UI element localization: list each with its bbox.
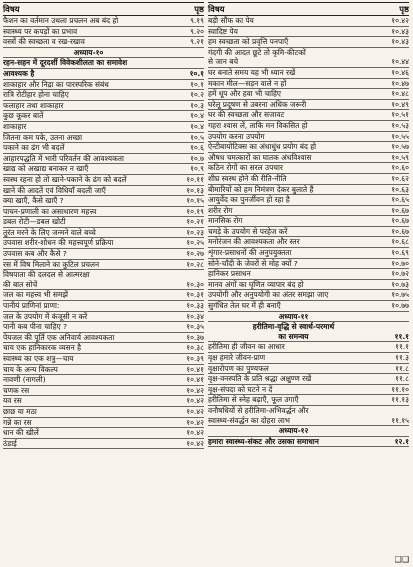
entry-title: घरेलू प्रदूषण से उबरना अधिक जरूरी: [208, 99, 307, 109]
entry-title: शरीर रोग: [208, 205, 233, 215]
toc-entry: [3, 122, 204, 133]
entry-page: १०.४२: [186, 417, 204, 427]
entry-title: पेयजल की पूर्ति एक अनिवार्य आवश्यकता: [3, 332, 115, 342]
entry-title: स्वादिष्ट पेय: [208, 26, 238, 36]
entry-page: १०.७०: [391, 258, 409, 268]
entry-page: १०.१: [189, 68, 204, 78]
entry-page: ११.१३: [391, 395, 409, 405]
entry-title: शाकाहार: [3, 121, 27, 131]
entry-title: चमड़े के उपयोग से परहेज करें: [208, 226, 288, 236]
toc-entry: [3, 111, 204, 122]
entry-page: १०.६९: [391, 248, 409, 258]
toc-entry: [208, 416, 409, 427]
toc-entry: [3, 290, 204, 301]
header-topic: विषय: [3, 4, 20, 14]
toc-entry: [3, 37, 204, 48]
entry-title: कठिन रोगों का सरल उपचार: [208, 163, 283, 173]
toc-entry: [3, 407, 204, 418]
entry-title: गहरा श्वास लें, ताकि मन विकसित हो: [208, 120, 308, 130]
entry-title: तुरंत मरने के लिए जन्मने वाले बच्चे: [3, 227, 96, 237]
toc-entry: [3, 143, 204, 154]
entry-page: १०.३३: [186, 301, 204, 311]
toc-entry: [208, 301, 409, 312]
entry-title: वृक्ष-वनस्पति के प्रति श्रद्धा अक्षुण्ण रखें: [208, 374, 312, 384]
toc-entry: [208, 259, 409, 270]
toc-entry: [208, 48, 409, 58]
toc-entry: [208, 406, 409, 416]
entry-title: की बात सोचें: [3, 279, 38, 289]
toc-entry: [208, 16, 409, 27]
entry-page: १०.६०: [391, 163, 409, 173]
chapter-heading: [3, 48, 204, 59]
toc-entry: [3, 69, 204, 80]
entry-page: १०.२१: [186, 217, 204, 227]
header-page: पृष्ठ: [194, 4, 204, 14]
entry-page: १०.६७: [391, 226, 409, 236]
entry-page: १०.६२: [391, 173, 409, 183]
toc-entry: [3, 154, 204, 165]
toc-entry: [3, 175, 204, 186]
entry-title: क्या खाएँ, कैसे खाएँ ?: [3, 196, 64, 206]
left-column: [3, 2, 204, 449]
toc-entry: [208, 142, 409, 153]
entry-page: १०.४४: [391, 57, 409, 67]
entry-title: ऐन्टीबायोटिक्स का अंधाधुंध प्रयोग बंद हो: [208, 142, 317, 152]
column-header: [3, 2, 204, 16]
entry-title: हरीतिमा ही जीवन का आधार: [208, 342, 285, 352]
entry-page: १०.१३: [186, 185, 204, 195]
entry-page: १०.३४: [186, 311, 204, 321]
entry-page: १०.६८: [391, 237, 409, 247]
toc-entry: [208, 385, 409, 396]
entry-title: आहारपद्धति में भारी परिवर्तन की आवश्यकता: [3, 153, 124, 163]
entry-page: १०.४३: [391, 26, 409, 36]
entry-page: १०.१: [190, 79, 204, 89]
toc-entry: [3, 354, 204, 365]
entry-title: मनोरंजन की आवश्यकता और स्तर: [208, 237, 300, 247]
entry-page: १०.६७: [391, 216, 409, 226]
toc-entry: [3, 322, 204, 333]
entry-page: १०.४८: [391, 89, 409, 99]
entry-title: हरीतिमा से स्नेह बढ़ाएँ, फूल उगाएँ: [208, 395, 299, 405]
entry-title: का समन्वय: [278, 331, 309, 341]
entry-title: पानी कब पीना चाहिए ?: [3, 322, 68, 332]
entry-title: शृंगार-प्रसाधनों की अनुपयुक्तता: [208, 248, 292, 258]
toc-entry: [208, 185, 409, 196]
toc-entry: [208, 342, 409, 353]
toc-entry: [3, 270, 204, 280]
entry-page: १०.५५: [391, 131, 409, 141]
entry-title: हरीतिमा-वृद्धि से स्वार्थ-परमार्थ: [252, 322, 335, 332]
toc-entry: [3, 428, 204, 439]
toc-entry: [208, 437, 409, 448]
entry-page: ९.२१: [190, 37, 204, 47]
entry-page: १०.४२: [186, 396, 204, 406]
toc-entry: [208, 237, 409, 248]
entry-page: १०.४२: [186, 438, 204, 448]
toc-entry: [208, 248, 409, 259]
entry-title: चणक रस: [3, 385, 30, 395]
toc-entry: [3, 16, 204, 27]
entry-page: १०.१९: [186, 206, 204, 216]
toc-entry: [208, 79, 409, 90]
toc-entry: [208, 322, 409, 332]
entry-page: १०.५७: [391, 142, 409, 152]
entry-page: १०.२: [190, 90, 204, 100]
entry-page: ११.३: [395, 353, 409, 362]
entry-title: रस में विष मिलाने का कुटिल प्रचलन: [3, 259, 100, 269]
entry-page: १०.४१: [186, 375, 204, 385]
entry-title: शीघ्र स्वस्थ होने की रीति-नीति: [208, 173, 287, 183]
entry-page: १०.५: [190, 132, 204, 142]
toc-entry: [3, 375, 204, 386]
entry-title: गन्ने का रस: [3, 417, 32, 427]
entry-title: उपवास कब और कैसे ?: [3, 249, 67, 259]
entry-title: वनौषधियों से हरीतिमा-अभिवर्द्धन और: [208, 405, 309, 415]
entry-page: १०.४२: [391, 16, 409, 25]
entry-title: उपयोगी और अनुपयोगी का अंतर समझा जाए: [208, 290, 329, 300]
toc-entry: [3, 217, 204, 228]
toc-entry: [208, 353, 409, 364]
toc-entry: [208, 37, 409, 48]
entry-title: अध्याय-११: [278, 311, 309, 321]
entry-title: धान की खीलें: [3, 428, 39, 438]
toc-entry: [208, 110, 409, 121]
entry-page: १०.५३: [391, 120, 409, 130]
entry-title: अध्याय-१२: [278, 426, 309, 436]
toc-entry: [3, 186, 204, 197]
entry-page: ११.१: [395, 342, 409, 352]
entry-page: १०.६३: [391, 184, 409, 194]
entry-title: शाकाहार और निद्रा का पारस्परिक संबंध: [3, 79, 109, 89]
right-entries: [208, 16, 409, 447]
chapter-heading: [208, 312, 409, 323]
toc-entry: [208, 121, 409, 132]
entry-page: १०.७५: [391, 290, 409, 300]
toc-entry: [208, 57, 409, 68]
entry-title: विषपाता की दलदल से आत्मरक्षा: [3, 270, 90, 280]
entry-title: सोने-चाँदी के जेवरों से मोह क्यों ?: [208, 258, 298, 268]
toc-entry: [3, 196, 204, 207]
entry-title: नावणी (नागली): [3, 375, 46, 385]
entry-title: ठंडाई: [3, 438, 17, 448]
toc-entry: [3, 301, 204, 312]
entry-title: स्वास्थ्य पर कपड़ों का प्रभाव: [3, 26, 78, 36]
entry-page: १०.९: [190, 164, 204, 174]
entry-title: स्वास्थ्य का एक शत्रु—चाय: [3, 354, 74, 363]
entry-page: १०.४: [190, 111, 204, 121]
entry-page: १०.५९: [391, 152, 409, 162]
toc-entry: [208, 68, 409, 79]
toc-entry: [208, 163, 409, 174]
entry-page: १२.१: [394, 436, 409, 446]
toc-entry: [208, 374, 409, 385]
entry-page: १०.५१: [391, 110, 409, 120]
entry-title: डबल रोटी—डबल खोटी: [3, 217, 66, 227]
toc-entry: [208, 153, 409, 164]
toc-entry: [3, 228, 204, 239]
entry-page: १०.४३: [391, 37, 409, 47]
entry-title: जितना कम पके, उतना अच्छा: [3, 132, 83, 142]
entry-title: औषध चमत्कारों का घातक अंधविश्वास: [208, 152, 312, 162]
entry-title: चाय के अन्य विकल्प: [3, 364, 58, 374]
entry-title: हम स्वच्छता को प्रवृत्ति पनपाएँ: [208, 37, 289, 47]
toc-entry: [3, 418, 204, 429]
toc-entry: [208, 280, 409, 291]
entry-page: १०.७: [190, 153, 204, 163]
entry-title: खाद्य को अखाद्य बनाकर न खाएँ: [3, 164, 89, 174]
entry-title: मानव अंगों का घृणित व्यापार बंद हो: [208, 279, 304, 289]
toc-entry: [3, 260, 204, 271]
chapter-heading: [208, 426, 409, 437]
toc-entry: [208, 290, 409, 301]
entry-title: जल के उपयोग में कंजूसी न करें: [3, 311, 88, 321]
entry-title: घर बनाते समय यह भी ध्यान रखें: [208, 67, 296, 77]
entry-title: पाचन-प्रणाली का असाधारण महत्त्व: [3, 206, 97, 216]
entry-page: ९.२०: [190, 26, 204, 36]
entry-title: मानसिक रोग: [208, 216, 243, 226]
entry-page: १०.४२: [186, 406, 204, 416]
entry-page: ११.८: [395, 374, 409, 384]
entry-page: १०.२३: [186, 227, 204, 237]
entry-title: हानिकर प्रसाधन: [208, 269, 251, 279]
entry-title: फैशन का वर्तमान उथला प्रचलन अब बंद हो: [3, 16, 119, 25]
entry-title: आयुर्वेद का पुनर्जीवन हो रहा है: [208, 195, 290, 205]
toc-entry: [3, 164, 204, 175]
toc-entry: [3, 312, 204, 323]
entry-page: ११.१: [394, 331, 409, 341]
column-header: [208, 2, 409, 16]
entry-title: से जान बचे: [208, 57, 239, 67]
entry-title: गंदगी की आदत छूटे तो कृमि-कीटकों: [208, 47, 306, 57]
entry-page: १०.६: [190, 143, 204, 153]
toc-entry: [3, 280, 204, 291]
toc-entry: [208, 195, 409, 206]
toc-entry: [208, 206, 409, 217]
toc-entry: [3, 343, 204, 354]
toc-entry: [3, 333, 204, 344]
entry-page: १०.३९: [186, 354, 204, 363]
toc-entry: [3, 396, 204, 407]
entry-page: ११.८: [395, 363, 409, 373]
entry-title: उपयोग करना उपयोग: [208, 131, 265, 141]
entry-title: स्वास्थ्य-संवर्द्धन का दोहरा लाभ: [208, 415, 291, 425]
entry-page: १०.३८: [186, 343, 204, 353]
entry-page: १०.७७: [391, 301, 409, 311]
toc-entry: [208, 174, 409, 185]
toc-entry: [208, 216, 409, 227]
entry-page: १०.४२: [186, 428, 204, 438]
toc-entry: [3, 386, 204, 397]
entry-title: अध्याय-१०: [73, 47, 104, 57]
entry-title: उपवास शरीर-शोधन की महत्त्वपूर्ण प्रक्रिया: [3, 238, 114, 248]
entry-title: रहन-सहन में दूरदर्शी विवेकशीलता का समावेश: [3, 58, 128, 68]
toc-entry: [208, 364, 409, 375]
entry-page: ११.१५: [391, 415, 409, 425]
entry-page: १०.३५: [186, 322, 204, 332]
entry-title: कुछ कूकर बातें: [3, 111, 44, 121]
entry-page: ११.१०: [391, 384, 409, 394]
entry-page: १०.२५: [186, 238, 204, 248]
toc-entry: [3, 27, 204, 38]
entry-title: सुगंधित तेल घर में ही बनाएँ: [208, 301, 281, 311]
toc-entry: [3, 365, 204, 376]
entry-page: १०.३७: [186, 332, 204, 342]
entry-title: वृक्षारोपण का पुण्यफल: [208, 363, 269, 373]
entry-title: खाने की आदतें एवं विधियाँ बदली जाएँ: [3, 185, 106, 195]
entry-page: १०.२७: [186, 249, 204, 259]
entry-page: १०.४६: [391, 67, 409, 77]
entry-page: १०.३: [190, 100, 204, 110]
toc-entry: [3, 207, 204, 218]
entry-title: बीमारियों को हम निमंत्रण देकर बुलाते हैं: [208, 184, 314, 194]
toc-entry: [208, 27, 409, 38]
entry-title: चाय एक हानिकारक व्यसन है: [3, 343, 82, 353]
entry-page: १०.११: [186, 174, 204, 184]
entry-title: मकान मील—सड़न वाले न हों: [208, 78, 287, 88]
entry-title: पानीयं प्राणिनां प्राणा:: [3, 301, 60, 311]
toc-entry: [3, 80, 204, 91]
entry-title: पकाने का ढंग भी बदलें: [3, 143, 65, 153]
entry-page: १०.७३: [391, 279, 409, 289]
entry-title: हमारा स्वास्थ्य-संकट और उसका समाधान: [208, 436, 319, 446]
end-mark: ❑❑: [394, 555, 409, 564]
toc-entry: [3, 101, 204, 112]
toc-entry: [3, 439, 204, 450]
entry-page: १०.२८: [186, 259, 204, 269]
entry-title: वृक्ष-संपदा को घटने न दें: [208, 384, 273, 394]
entry-page: १०.३१: [186, 290, 204, 300]
toc-entry: [208, 332, 409, 343]
entry-title: यव रस: [3, 396, 22, 406]
toc-entry: [3, 58, 204, 69]
toc-entry: [208, 132, 409, 143]
entry-page: १०.४७: [391, 78, 409, 88]
entry-page: १०.६७: [391, 205, 409, 215]
entry-title: बड़ी सौंफ का पेय: [208, 16, 254, 25]
entry-page: १०.७२: [391, 269, 409, 279]
toc-entry: [3, 90, 204, 101]
toc-entry: [208, 395, 409, 406]
header-topic: विषय: [208, 4, 225, 14]
toc-entry: [3, 238, 204, 249]
entry-title: वृक्ष हमारे जीवन-प्राण: [208, 353, 266, 362]
toc-entry: [3, 249, 204, 260]
entry-title: हमें धूप और हवा भी चाहिए: [208, 89, 282, 99]
entry-title: घर की स्वच्छता और सजावट: [208, 110, 285, 120]
entry-page: १०.१५: [186, 196, 204, 206]
toc-entry: [208, 100, 409, 111]
toc-entry: [208, 227, 409, 238]
entry-page: १०.४२: [186, 385, 204, 395]
entry-page: ९.१९: [190, 16, 204, 25]
entry-title: जल का महत्त्व भी समझें: [3, 290, 68, 300]
entry-page: १०.३०: [186, 279, 204, 289]
entry-title: आवश्यक है: [3, 68, 35, 78]
entry-page: १०.४: [190, 121, 204, 131]
entry-title: स्वस्थ रहना हो तो खाने-पकाने के ढंग को बदलें: [3, 174, 127, 184]
toc-entry: [3, 133, 204, 144]
entry-title: फलाहार तथा शाकाहार: [3, 100, 64, 110]
entry-title: वस्त्रों की स्वच्छता व रख-रखाव: [3, 37, 85, 47]
entry-page: १०.६५: [391, 195, 409, 205]
entry-title: छाछ या मठा: [3, 406, 37, 416]
entry-title: रात्रि रोटीहार होना चाहिए: [3, 90, 69, 100]
right-column: [208, 2, 409, 449]
header-page: पृष्ठ: [399, 4, 409, 14]
entry-page: १०.४१: [186, 364, 204, 374]
toc-entry: [208, 89, 409, 100]
left-entries: [3, 16, 204, 449]
entry-page: १०.४९: [391, 99, 409, 109]
toc-entry: [208, 269, 409, 280]
